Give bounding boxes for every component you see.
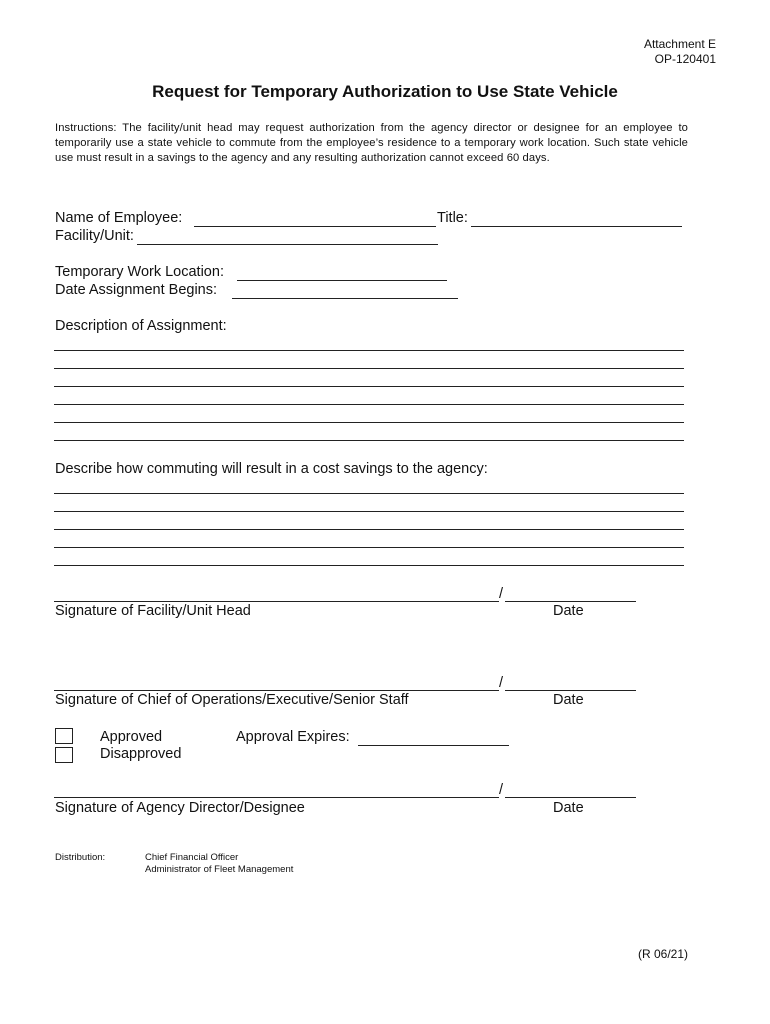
facility-head-signature-label: Signature of Facility/Unit Head (55, 603, 251, 619)
agency-director-signature-label: Signature of Agency Director/Designee (55, 800, 305, 816)
work-location-label: Temporary Work Location: (55, 264, 224, 280)
distribution-list (145, 852, 293, 876)
chief-operations-date-label: Date (553, 692, 584, 708)
title-field[interactable] (471, 226, 682, 227)
employee-name-field[interactable] (194, 226, 436, 227)
chief-operations-signature-line[interactable] (54, 690, 499, 691)
chief-operations-signature-label: Signature of Chief of Operations/Executive/Senior Staff (55, 692, 409, 708)
approved-label: Approved (100, 729, 163, 745)
description-line-2[interactable] (54, 368, 684, 369)
distribution-label: Distribution: (55, 852, 106, 863)
description-line-4[interactable] (54, 404, 684, 405)
cost-savings-line-5[interactable] (54, 565, 684, 566)
work-location-field[interactable] (237, 280, 447, 281)
form-code: OP-120401 (654, 52, 716, 66)
facility-head-date-line[interactable] (505, 601, 636, 602)
revision-code: (R 06/21) (637, 947, 688, 961)
date-separator: / (499, 782, 504, 798)
cost-savings-line-2[interactable] (54, 511, 684, 512)
agency-director-signature-line[interactable] (54, 797, 499, 798)
date-separator: / (499, 586, 504, 602)
cost-savings-line-3[interactable] (54, 529, 684, 530)
disapproved-label: Disapproved (100, 746, 182, 762)
page-title: Request for Temporary Authorization to Use State Vehicle (152, 82, 618, 101)
assignment-begins-field[interactable] (232, 298, 458, 299)
cost-savings-line-1[interactable] (54, 493, 684, 494)
distribution-recipient: Administrator of Fleet Management (145, 864, 294, 875)
agency-director-date-line[interactable] (505, 797, 636, 798)
disapproved-checkbox[interactable] (55, 747, 73, 763)
approval-expires-field[interactable] (358, 745, 509, 746)
facility-field[interactable] (137, 244, 438, 245)
description-line-3[interactable] (54, 386, 684, 387)
facility-head-signature-line[interactable] (54, 601, 499, 602)
assignment-begins-label: Date Assignment Begins: (55, 282, 218, 298)
description-line-1[interactable] (54, 350, 684, 351)
approved-checkbox[interactable] (55, 728, 73, 744)
title-label: Title: (437, 210, 468, 226)
cost-savings-label: Describe how commuting will result in a cost savings to the agency: (55, 461, 488, 477)
employee-name-label: Name of Employee: (55, 210, 183, 226)
date-separator: / (499, 675, 504, 691)
agency-director-date-label: Date (553, 800, 584, 816)
instructions: Instructions: The facility/unit head may request authorization from the agency director or designee for an employee to temporarily use a state vehicle to commute from the employee’s residence to a temporary work location. Such state vehicle use must result in a savings to the agency and any resulting authorization cannot exceed 60 days. (55, 122, 688, 164)
distribution-recipient: Chief Financial Officer (145, 852, 239, 863)
facility-label: Facility/Unit: (55, 228, 134, 244)
chief-operations-date-line[interactable] (505, 690, 636, 691)
description-label: Description of Assignment: (55, 318, 227, 334)
attachment-label: Attachment E (643, 37, 716, 51)
facility-head-date-label: Date (553, 603, 584, 619)
attachment-header (644, 37, 716, 67)
approval-expires-label: Approval Expires: (236, 729, 350, 745)
cost-savings-line-4[interactable] (54, 547, 684, 548)
description-line-5[interactable] (54, 422, 684, 423)
description-line-6[interactable] (54, 440, 684, 441)
